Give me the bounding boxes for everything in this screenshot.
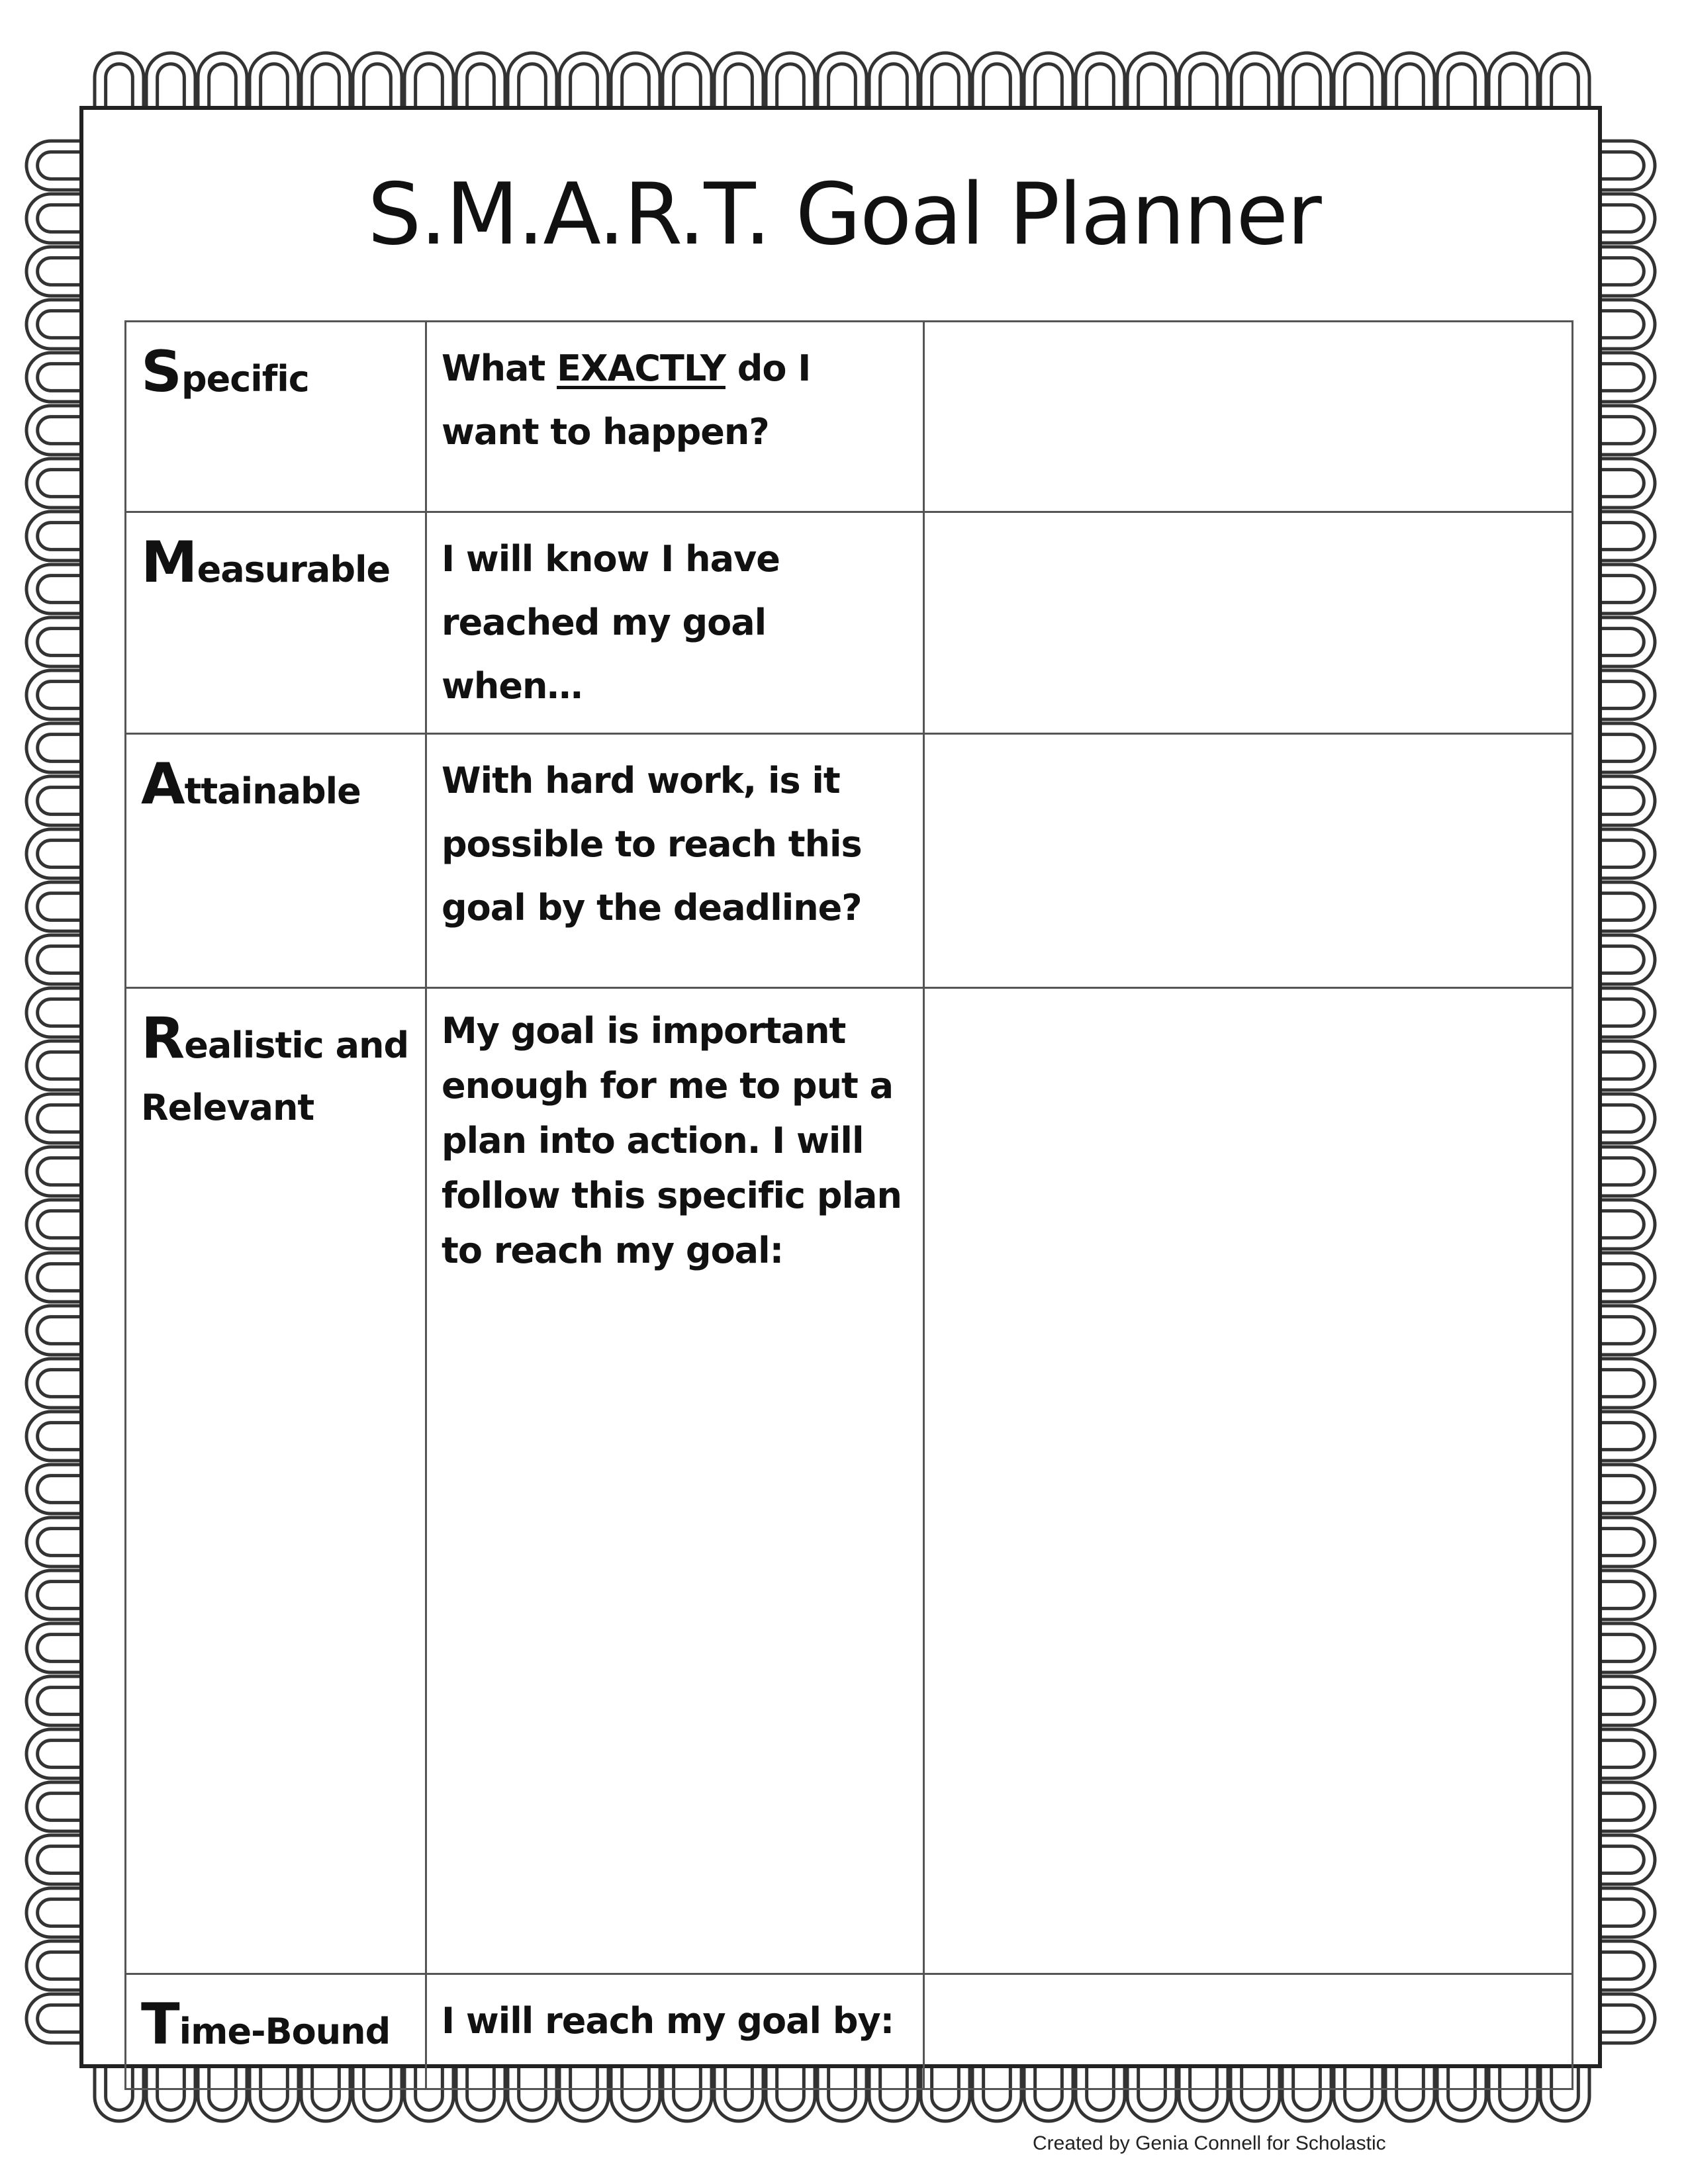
- border-scallop: [869, 53, 918, 113]
- table-row-time-bound: [126, 1974, 1573, 2089]
- border-scallop: [1595, 1994, 1655, 2043]
- border-scallop: [1595, 1888, 1655, 1937]
- border-scallop: [1595, 512, 1655, 561]
- border-scallop: [26, 670, 86, 719]
- border-scallop: [26, 1306, 86, 1355]
- term-specific: [141, 337, 410, 410]
- border-scallop: [26, 1623, 86, 1672]
- border-scallop: [1595, 1359, 1655, 1408]
- border-scallop: [1595, 1518, 1655, 1567]
- border-scallop: [1595, 617, 1655, 666]
- table-row-realistic: [126, 988, 1573, 1974]
- border-scallop: [1595, 1147, 1655, 1196]
- border-scallop: [818, 53, 867, 113]
- term-label: ealistic and Relevant: [141, 1024, 409, 1128]
- term-measurable: [141, 527, 410, 601]
- footer-credit: Created by Genia Connell for Scholastic: [1033, 2132, 1386, 2154]
- border-scallop: [404, 53, 453, 113]
- prompt-cell-time-bound: [426, 1974, 924, 2089]
- prompt-cell-realistic: [426, 988, 924, 1974]
- answer-field-time-bound[interactable]: [924, 1974, 1573, 2089]
- border-scallop: [559, 53, 608, 113]
- prompt-emphasis: EXACTLY: [557, 347, 726, 389]
- term-cell-specific: [126, 322, 426, 512]
- border-scallop: [26, 1465, 86, 1514]
- term-time-bound: [141, 1989, 410, 2063]
- term-attainable: [141, 749, 410, 823]
- border-scallop: [1127, 53, 1176, 113]
- border-scallop: [1334, 53, 1383, 113]
- term-label: ttainable: [184, 770, 361, 812]
- prompt-cell-measurable: [426, 512, 924, 734]
- border-scallop: [1595, 1253, 1655, 1302]
- border-scallop: [26, 1941, 86, 1990]
- border-scallop: [146, 53, 195, 113]
- border-scallop: [1595, 882, 1655, 931]
- border-scallop: [26, 1835, 86, 1884]
- term-realistic: [141, 1003, 410, 1139]
- term-label: easurable: [197, 549, 391, 590]
- border-scallop: [972, 53, 1021, 113]
- prompt-time-bound: I will reach my goal by:: [442, 2000, 894, 2042]
- prompt-text: What: [442, 347, 557, 389]
- border-scallop: [1076, 53, 1125, 113]
- border-scallop: [26, 882, 86, 931]
- prompt-cell-specific: [426, 322, 924, 512]
- border-scallop: [1540, 53, 1589, 113]
- border-scallop: [1595, 1306, 1655, 1355]
- border-scallop: [1595, 776, 1655, 825]
- border-scallop: [1385, 53, 1434, 113]
- border-scallop: [26, 617, 86, 666]
- border-scallop: [198, 53, 247, 113]
- border-scallop: [1231, 53, 1280, 113]
- term-cell-time-bound: [126, 1974, 426, 2089]
- border-scallop: [26, 935, 86, 984]
- border-scallop: [26, 776, 86, 825]
- smart-goal-table: [124, 320, 1573, 2090]
- border-scallop: [1595, 670, 1655, 719]
- term-cell-attainable: [126, 734, 426, 988]
- border-scallop: [1595, 1094, 1655, 1143]
- term-initial: S: [141, 339, 181, 405]
- prompt-realistic: My goal is important enough for me to put a plan into action. I will follow this specific plan to reach my goal:: [442, 1010, 902, 1271]
- answer-field-measurable[interactable]: [924, 512, 1573, 734]
- prompt-cell-attainable: [426, 734, 924, 988]
- border-scallop: [26, 1676, 86, 1725]
- table-row-measurable: [126, 512, 1573, 734]
- border-scallop: [1595, 1729, 1655, 1778]
- border-scallop: [250, 53, 299, 113]
- border-scallop: [1595, 459, 1655, 508]
- answer-field-specific[interactable]: [924, 322, 1573, 512]
- border-scallop: [921, 53, 970, 113]
- border-scallop: [1595, 1465, 1655, 1514]
- border-scallop: [26, 1253, 86, 1302]
- prompt-text: do I want to happen?: [442, 347, 811, 453]
- table-row-attainable: [126, 734, 1573, 988]
- border-scallop: [1595, 1623, 1655, 1672]
- border-scallop: [1595, 1676, 1655, 1725]
- table-row-specific: [126, 322, 1573, 512]
- border-scallop: [26, 1570, 86, 1619]
- border-scallop: [26, 1994, 86, 2043]
- prompt-measurable: I will know I have reached my goal when…: [442, 538, 780, 707]
- border-scallop: [1595, 565, 1655, 614]
- border-scallop: [1595, 1570, 1655, 1619]
- border-scallop: [26, 1147, 86, 1196]
- border-scallop: [26, 1782, 86, 1831]
- border-scallop: [26, 300, 86, 349]
- border-scallop: [766, 53, 815, 113]
- border-scallop: [26, 406, 86, 455]
- border-scallop: [1179, 53, 1228, 113]
- term-label: pecific: [181, 358, 309, 400]
- border-scallop: [1595, 353, 1655, 402]
- border-scallop: [26, 353, 86, 402]
- border-scallop: [26, 1359, 86, 1408]
- border-scallop: [456, 53, 505, 113]
- border-scallop: [353, 53, 402, 113]
- border-scallop: [26, 1729, 86, 1778]
- border-scallop: [1595, 1835, 1655, 1884]
- border-scallop: [1595, 1412, 1655, 1461]
- answer-field-attainable[interactable]: [924, 734, 1573, 988]
- term-initial: A: [141, 751, 185, 817]
- term-cell-realistic: [126, 988, 426, 1974]
- border-scallop: [95, 53, 144, 113]
- term-initial: T: [141, 1991, 179, 2058]
- border-scallop: [1282, 53, 1331, 113]
- answer-field-realistic[interactable]: [924, 988, 1573, 1974]
- border-scallop: [1595, 406, 1655, 455]
- border-scallop: [1489, 53, 1538, 113]
- border-scallop: [26, 723, 86, 772]
- border-scallop: [26, 459, 86, 508]
- border-scallop: [26, 1888, 86, 1937]
- border-scallop: [508, 53, 557, 113]
- border-scallop: [26, 988, 86, 1037]
- term-label: ime-Bound: [179, 2011, 391, 2052]
- border-scallop: [26, 1041, 86, 1090]
- border-scallop: [1595, 1041, 1655, 1090]
- border-scallop: [714, 53, 763, 113]
- border-scallop: [1595, 1200, 1655, 1249]
- border-scallop: [1595, 1941, 1655, 1990]
- term-initial: M: [141, 529, 197, 596]
- border-scallop: [26, 1094, 86, 1143]
- term-initial: R: [141, 1005, 185, 1071]
- border-scallop: [1595, 829, 1655, 878]
- border-scallop: [663, 53, 712, 113]
- border-scallop: [26, 1412, 86, 1461]
- term-cell-measurable: [126, 512, 426, 734]
- border-scallop: [1595, 935, 1655, 984]
- border-scallop: [26, 565, 86, 614]
- prompt-attainable: With hard work, is it possible to reach this goal by the deadline?: [442, 760, 862, 929]
- border-scallop: [301, 53, 350, 113]
- border-scallop: [26, 829, 86, 878]
- border-scallop: [611, 53, 660, 113]
- border-scallop: [1595, 300, 1655, 349]
- border-scallop: [26, 512, 86, 561]
- page-title: S.M.A.R.T. Goal Planner: [367, 165, 1321, 264]
- border-scallop: [1024, 53, 1073, 113]
- border-scallop: [1595, 723, 1655, 772]
- border-scallop: [1595, 1782, 1655, 1831]
- prompt-specific: [442, 337, 908, 464]
- border-scallop: [1595, 988, 1655, 1037]
- border-scallop: [26, 1518, 86, 1567]
- border-scallop: [1437, 53, 1486, 113]
- border-scallop: [26, 1200, 86, 1249]
